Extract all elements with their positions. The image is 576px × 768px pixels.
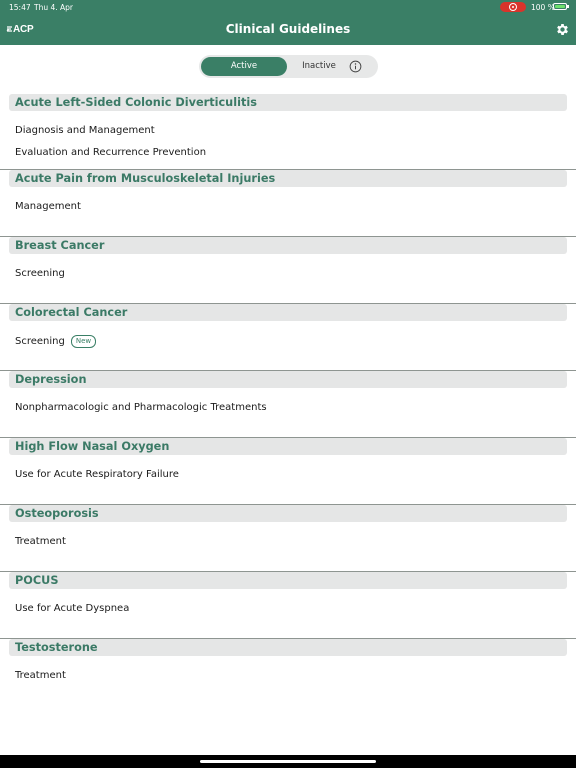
battery-icon bbox=[553, 3, 567, 10]
section-header[interactable]: Testosterone bbox=[9, 639, 567, 656]
tab-active[interactable]: Active bbox=[201, 57, 287, 76]
guideline-item[interactable]: Evaluation and Recurrence Prevention bbox=[15, 147, 207, 158]
section-header[interactable]: Breast Cancer bbox=[9, 237, 567, 254]
section-header[interactable]: Colorectal Cancer bbox=[9, 304, 567, 321]
battery-cap bbox=[567, 5, 569, 8]
guideline-section bbox=[0, 438, 576, 505]
guideline-section bbox=[0, 505, 576, 572]
guideline-section bbox=[0, 237, 576, 304]
status-time: 15:47 bbox=[9, 3, 31, 12]
guideline-item[interactable]: Screening bbox=[15, 268, 65, 279]
guidelines-list bbox=[0, 94, 576, 706]
section-header[interactable]: Osteoporosis bbox=[9, 505, 567, 522]
section-header[interactable]: Acute Pain from Musculoskeletal Injuries bbox=[9, 170, 567, 187]
battery-percent: 100 % bbox=[531, 3, 555, 12]
guideline-section bbox=[0, 639, 576, 706]
logo-text: ACP bbox=[13, 24, 34, 35]
guideline-section bbox=[0, 170, 576, 237]
info-icon[interactable] bbox=[349, 60, 362, 73]
section-header[interactable]: POCUS bbox=[9, 572, 567, 589]
section-header[interactable]: Acute Left-Sided Colonic Diverticulitis bbox=[9, 94, 567, 111]
settings-gear-icon[interactable] bbox=[555, 22, 570, 37]
new-badge: New bbox=[71, 335, 96, 348]
section-header[interactable]: Depression bbox=[9, 371, 567, 388]
active-inactive-segment bbox=[199, 55, 378, 78]
guideline-item[interactable]: Nonpharmacologic and Pharmacologic Treatments bbox=[15, 402, 267, 413]
record-icon bbox=[509, 3, 517, 11]
guideline-item[interactable]: Use for Acute Respiratory Failure bbox=[15, 469, 179, 480]
battery-fill bbox=[555, 5, 565, 8]
guideline-item[interactable]: Management bbox=[15, 201, 81, 212]
tab-inactive[interactable]: Inactive bbox=[302, 61, 336, 71]
guideline-item[interactable] bbox=[15, 335, 96, 348]
status-date: Thu 4. Apr bbox=[34, 3, 73, 12]
guideline-section bbox=[0, 371, 576, 438]
guideline-item[interactable]: Diagnosis and Management bbox=[15, 125, 155, 136]
section-header[interactable]: High Flow Nasal Oxygen bbox=[9, 438, 567, 455]
screen-recording-indicator[interactable] bbox=[500, 2, 526, 12]
guideline-item[interactable]: Use for Acute Dyspnea bbox=[15, 603, 130, 614]
guideline-section bbox=[0, 94, 576, 170]
guideline-section bbox=[0, 572, 576, 639]
home-indicator[interactable] bbox=[200, 760, 376, 763]
guideline-section bbox=[0, 304, 576, 371]
guideline-item-label: Screening bbox=[15, 336, 65, 347]
guideline-item[interactable]: Treatment bbox=[15, 536, 66, 547]
app-header bbox=[0, 0, 576, 45]
page-title: Clinical Guidelines bbox=[225, 22, 351, 36]
guideline-item[interactable]: Treatment bbox=[15, 670, 66, 681]
